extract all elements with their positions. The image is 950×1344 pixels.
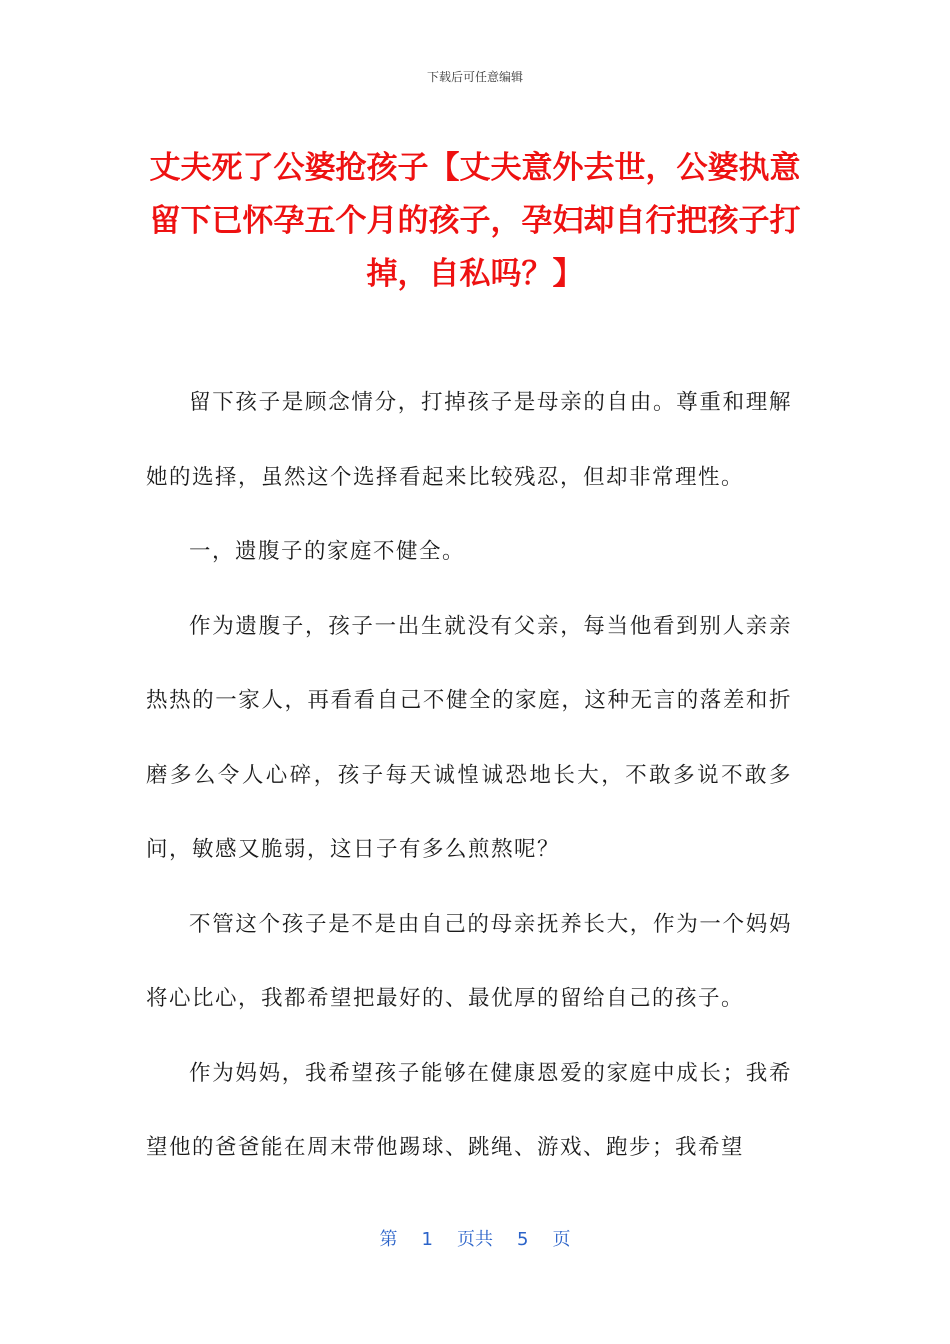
body-paragraph: 作为遗腹子，孩子一出生就没有父亲，每当他看到别人亲亲热热的一家人，再看看自己不健全的家庭，这种无言的落差和折磨多么令人心碎，孩子每天诚惶诚恐地长大，不敢多说不敢多问，敏感又脆弱，这日子有多么煎熬呢？ [146, 613, 792, 862]
body-paragraph: 作为妈妈，我希望孩子能够在健康恩爱的家庭中成长；我希望他的爸爸能在周末带他踢球、跳绳、游戏、跑步；我希望 [146, 1060, 792, 1160]
footer-current-page: 1 [421, 1229, 433, 1250]
document-body [146, 366, 792, 1186]
body-paragraph: 留下孩子是顾念情分，打掉孩子是母亲的自由。尊重和理解她的选择，虽然这个选择看起来比较残忍，但却非常理性。 [146, 390, 792, 490]
page-header-note: 下载后可任意编辑 [426, 70, 523, 84]
page-footer [0, 1225, 950, 1251]
footer-middle: 页共 [457, 1229, 493, 1250]
document-title: 丈夫死了公婆抢孩子【丈夫意外去世，公婆执意留下已怀孕五个月的孩子，孕妇却自行把孩子打掉，自私吗？】 [149, 150, 801, 292]
footer-suffix: 页 [552, 1229, 571, 1250]
footer-prefix: 第 [379, 1229, 398, 1250]
body-paragraph: 不管这个孩子是不是由自己的母亲抚养长大，作为一个妈妈将心比心，我都希望把最好的、最优厚的留给自己的孩子。 [146, 911, 792, 1011]
body-paragraph: 一，遗腹子的家庭不健全。 [189, 539, 466, 564]
footer-total-pages: 5 [517, 1229, 529, 1250]
